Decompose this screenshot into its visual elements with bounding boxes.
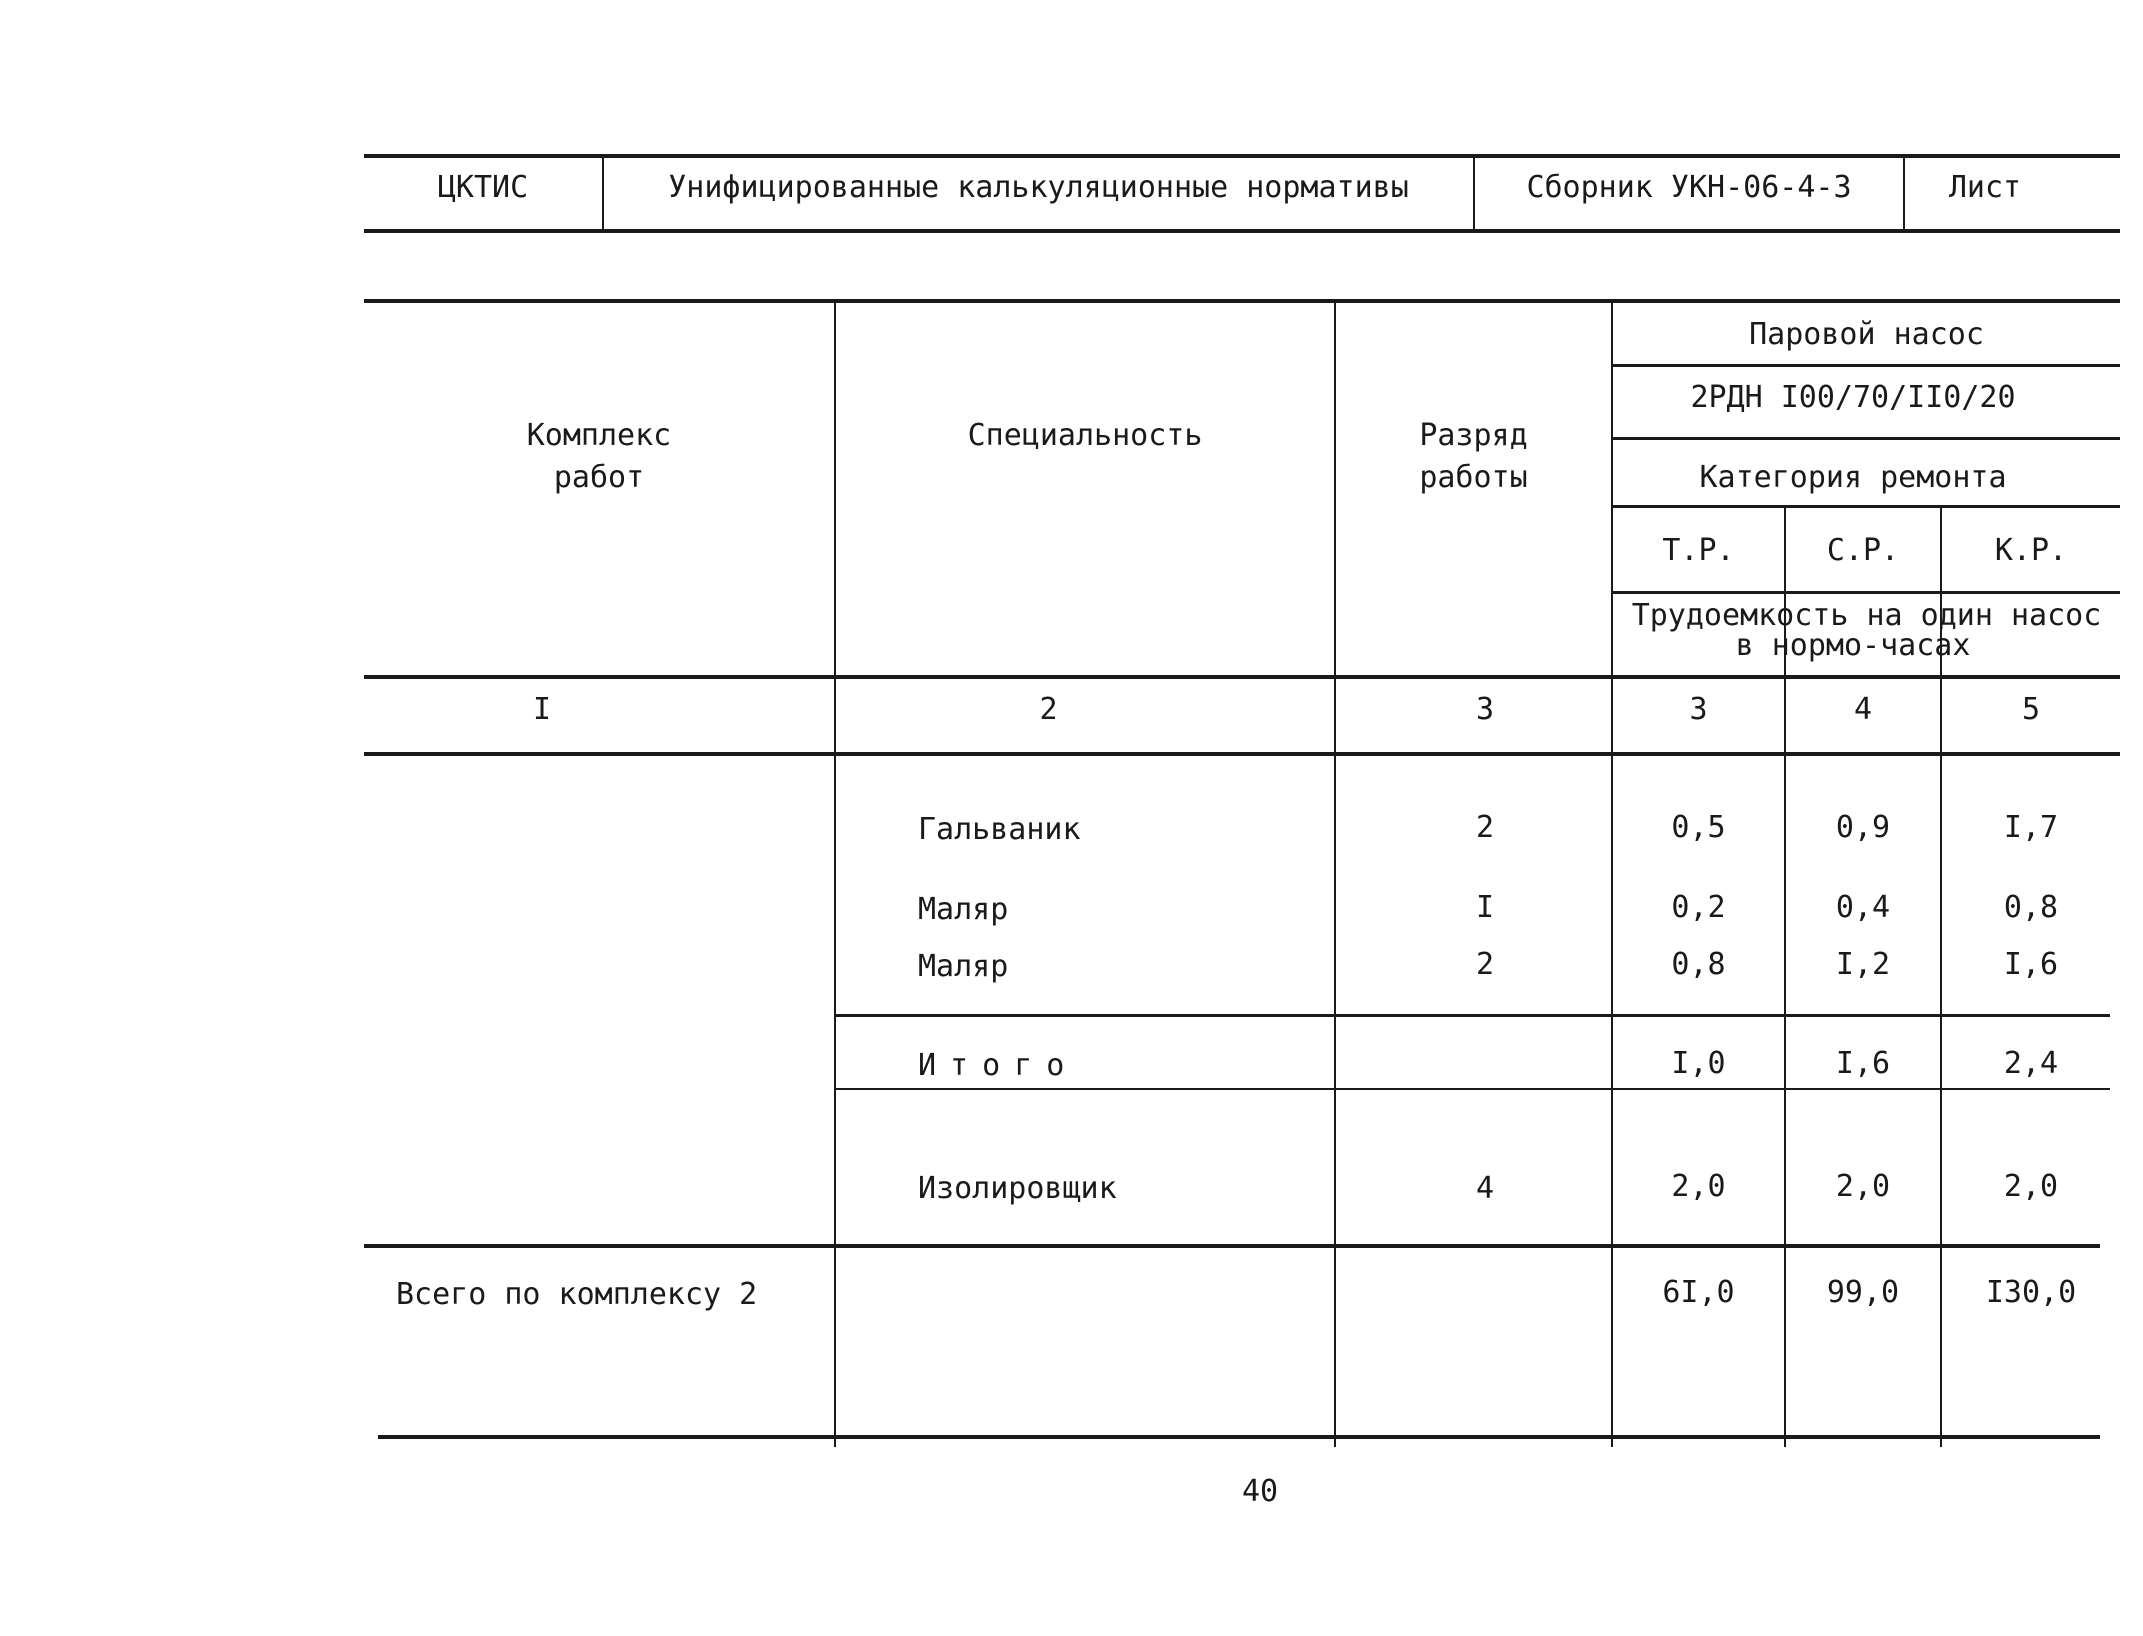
sr-cell: I,6 (1835, 1046, 1891, 1081)
org-name: ЦКТИС (437, 170, 529, 205)
sr-cell: 2,0 (1835, 1169, 1891, 1204)
grade-cell: 2 (1475, 810, 1495, 845)
specialty-cell: Маляр (918, 892, 1009, 927)
total-label: Всего по комплексу 2 (396, 1277, 758, 1312)
subtotal-label: Итого (918, 1048, 1079, 1083)
tr-cell: 0,2 (1671, 890, 1726, 925)
sheet-label: Лист (1948, 170, 2022, 205)
kr-cell: I,7 (2003, 810, 2059, 845)
page-number: 40 (1241, 1474, 1279, 1509)
kr-cell: I30,0 (1985, 1275, 2077, 1310)
kr-cell: I,6 (2003, 947, 2059, 982)
sr-cell: 0,9 (1835, 810, 1891, 845)
complex-header-line2: работ (553, 460, 645, 495)
category-sr: С.Р. (1826, 533, 1900, 568)
tr-cell: 6I,0 (1662, 1275, 1735, 1310)
labor-header-line2: в нормо-часах (1735, 628, 1971, 663)
sr-cell: I,2 (1835, 947, 1891, 982)
grade-cell: 4 (1475, 1171, 1495, 1206)
complex-header-line1: Комплекс (526, 418, 672, 453)
col-number: 5 (2021, 692, 2041, 727)
specialty-cell: Изолировщик (918, 1171, 1117, 1206)
pump-model: 2РДН I00/70/II0/20 (1690, 380, 2016, 415)
category-kr: К.Р. (1994, 533, 2068, 568)
pump-header: Паровой насос (1749, 317, 1984, 352)
kr-cell: 0,8 (2003, 890, 2059, 925)
specialty-cell: Гальваник (918, 812, 1081, 847)
tr-cell: I,0 (1671, 1046, 1726, 1081)
tr-cell: 2,0 (1671, 1169, 1726, 1204)
specialty-header: Специальность (967, 418, 1203, 453)
document-title: Унифицированные калькуляционные нормативы (668, 170, 1409, 205)
col-number: 3 (1475, 692, 1495, 727)
col-number: 4 (1853, 692, 1873, 727)
tr-cell: 0,8 (1671, 947, 1726, 982)
sr-cell: 0,4 (1835, 890, 1891, 925)
col-number: 3 (1689, 692, 1708, 727)
grade-header-line2: работы (1419, 460, 1528, 495)
labor-header-line1: Трудоемкость на один насос (1631, 598, 2102, 633)
grade-cell: 2 (1475, 947, 1495, 982)
grade-header-line1: Разряд (1419, 418, 1528, 453)
kr-cell: 2,4 (2003, 1046, 2059, 1081)
sr-cell: 99,0 (1826, 1275, 1900, 1310)
category-tr: Т.Р. (1662, 533, 1735, 568)
col-number: 2 (1039, 692, 1058, 727)
tr-cell: 0,5 (1671, 810, 1726, 845)
specialty-cell: Маляр (918, 949, 1009, 984)
grade-cell: I (1475, 890, 1495, 925)
collection-id: Сборник УКН-06-4-3 (1526, 170, 1852, 205)
col-number: I (532, 692, 552, 727)
kr-cell: 2,0 (2003, 1169, 2059, 1204)
repair-category-header: Категория ремонта (1699, 460, 2007, 495)
